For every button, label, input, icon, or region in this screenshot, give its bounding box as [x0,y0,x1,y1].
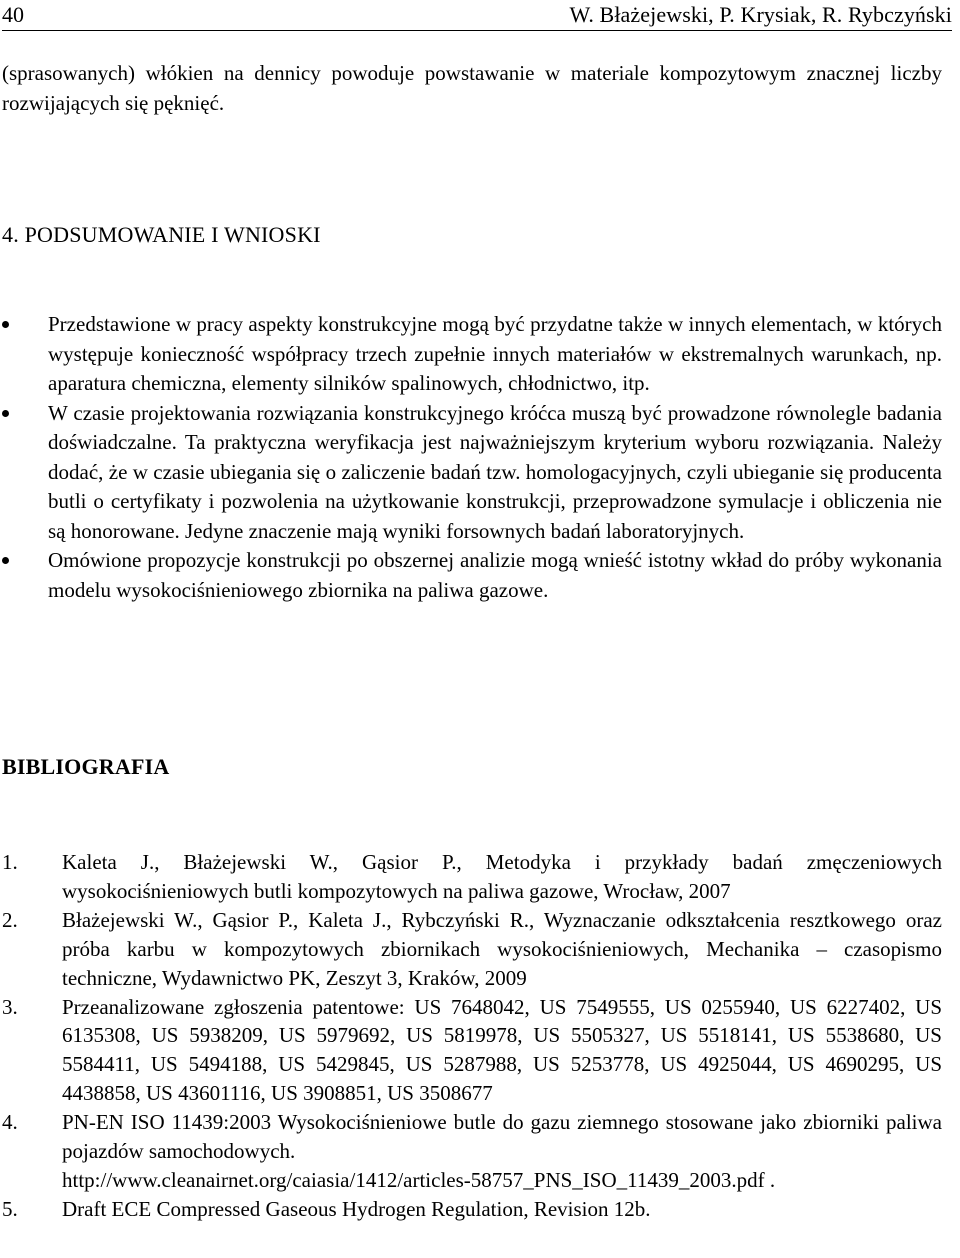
reference-text: Draft ECE Compressed Gaseous Hydrogen Regulation, Revision 12b. [62,1196,651,1221]
reference-list [0,848,942,1224]
reference-text: Kaleta J., Błażejewski W., Gąsior P., Metodyka i przykłady badań zmęczeniowych wysokociśnieniowych butli kompozytowych na paliwa gazowe, Wrocław, 2007 [62,850,942,903]
reference-number: 1. [2,850,18,874]
reference-item [0,993,942,1109]
list-item-text: W czasie projektowania rozwiązania konstrukcyjnego króćca muszą być prowadzone równolegle badania doświadczalne. Ta praktyczna weryfikacja jest najważniejszym kryterium wyboru rozwiązania. Należy dodać, że w czasie ubiegania się o zaliczenie badań tzw. homologacyjnych, czyli ubieganie się producenta butli o certyfikaty i pozwolenia na użytkowanie konstrukcji, przeprowadzone symulacje i obliczenia nie są honorowane. Jedyne znaczenie mają wyniki forsownych badań laboratoryjnych. [48,400,942,543]
bullet-icon [2,321,9,328]
list-item-text: Przedstawione w pracy aspekty konstrukcyjne mogą być przydatne także w innych elementach, w których występuje konieczność współpracy trzech zupełnie innych materiałów w ekstremalnych warunkach, np. aparatura chemiczna, elementy silników spalinowych, chłodnictwo, itp. [48,312,942,395]
reference-number: 2. [2,907,18,932]
reference-text: Błażejewski W., Gąsior P., Kaleta J., Rybczyński R., Wyznaczanie odkształcenia resztkowego oraz próba karbu w kompozytowych zbiornikach wysokociśnieniowych, Mechanika – czasopismo techniczne, Wydawnictwo PK, Zeszyt 3, Kraków, 2009 [62,907,942,990]
page-number: 40 [2,2,24,27]
list-item-text: Omówione propozycje konstrukcji po obszernej analizie mogą wnieść istotny wkład do próby wykonania modelu wysokociśnieniowego zbiornika na paliwa gazowe. [48,548,942,602]
reference-item [0,1195,942,1224]
reference-text: Przeanalizowane zgłoszenia patentowe: US 7648042, US 7549555, US 0255940, US 6227402, US 6135308, US 5938209, US 5979692, US 5819978, US 5505327, US 5518141, US 5538680, US 5584411, US 5494188, US 5429845, US 5287988, US 5253778, US 4925044, US 4690295, US 4438858, US 43601116, US 3908851, US 3508677 [62,994,942,1106]
conclusions-list [0,310,942,605]
bibliography-heading: BIBLIOGRAFIA [2,754,170,779]
list-item [0,399,942,547]
bullet-icon [2,557,9,564]
reference-text: PN-EN ISO 11439:2003 Wysokociśnieniowe butle do gazu ziemnego stosowane jako zbiorniki paliwa pojazdów samochodowych. [62,1110,942,1164]
reference-number: 3. [2,994,18,1019]
reference-item [0,906,942,993]
list-item [0,310,942,399]
reference-item [0,848,942,906]
running-header [2,0,952,31]
reference-number: 4. [2,1110,18,1135]
reference-url-link[interactable]: http://www.cleanairnet.org/caiasia/1412/articles-58757_PNS_ISO_11439_2003.pdf . [62,1167,776,1192]
list-item [0,546,942,605]
bullet-icon [2,410,9,417]
reference-number: 5. [2,1196,18,1221]
reference-item [0,1108,942,1195]
intro-paragraph: (sprasowanych) włókien na dennicy powoduje powstawanie w materiale kompozytowym znacznej liczby rozwijających się pęknięć. [2,61,942,115]
header-authors: W. Błażejewski, P. Krysiak, R. Rybczyński [569,2,952,27]
section-heading: 4. PODSUMOWANIE I WNIOSKI [2,222,321,247]
